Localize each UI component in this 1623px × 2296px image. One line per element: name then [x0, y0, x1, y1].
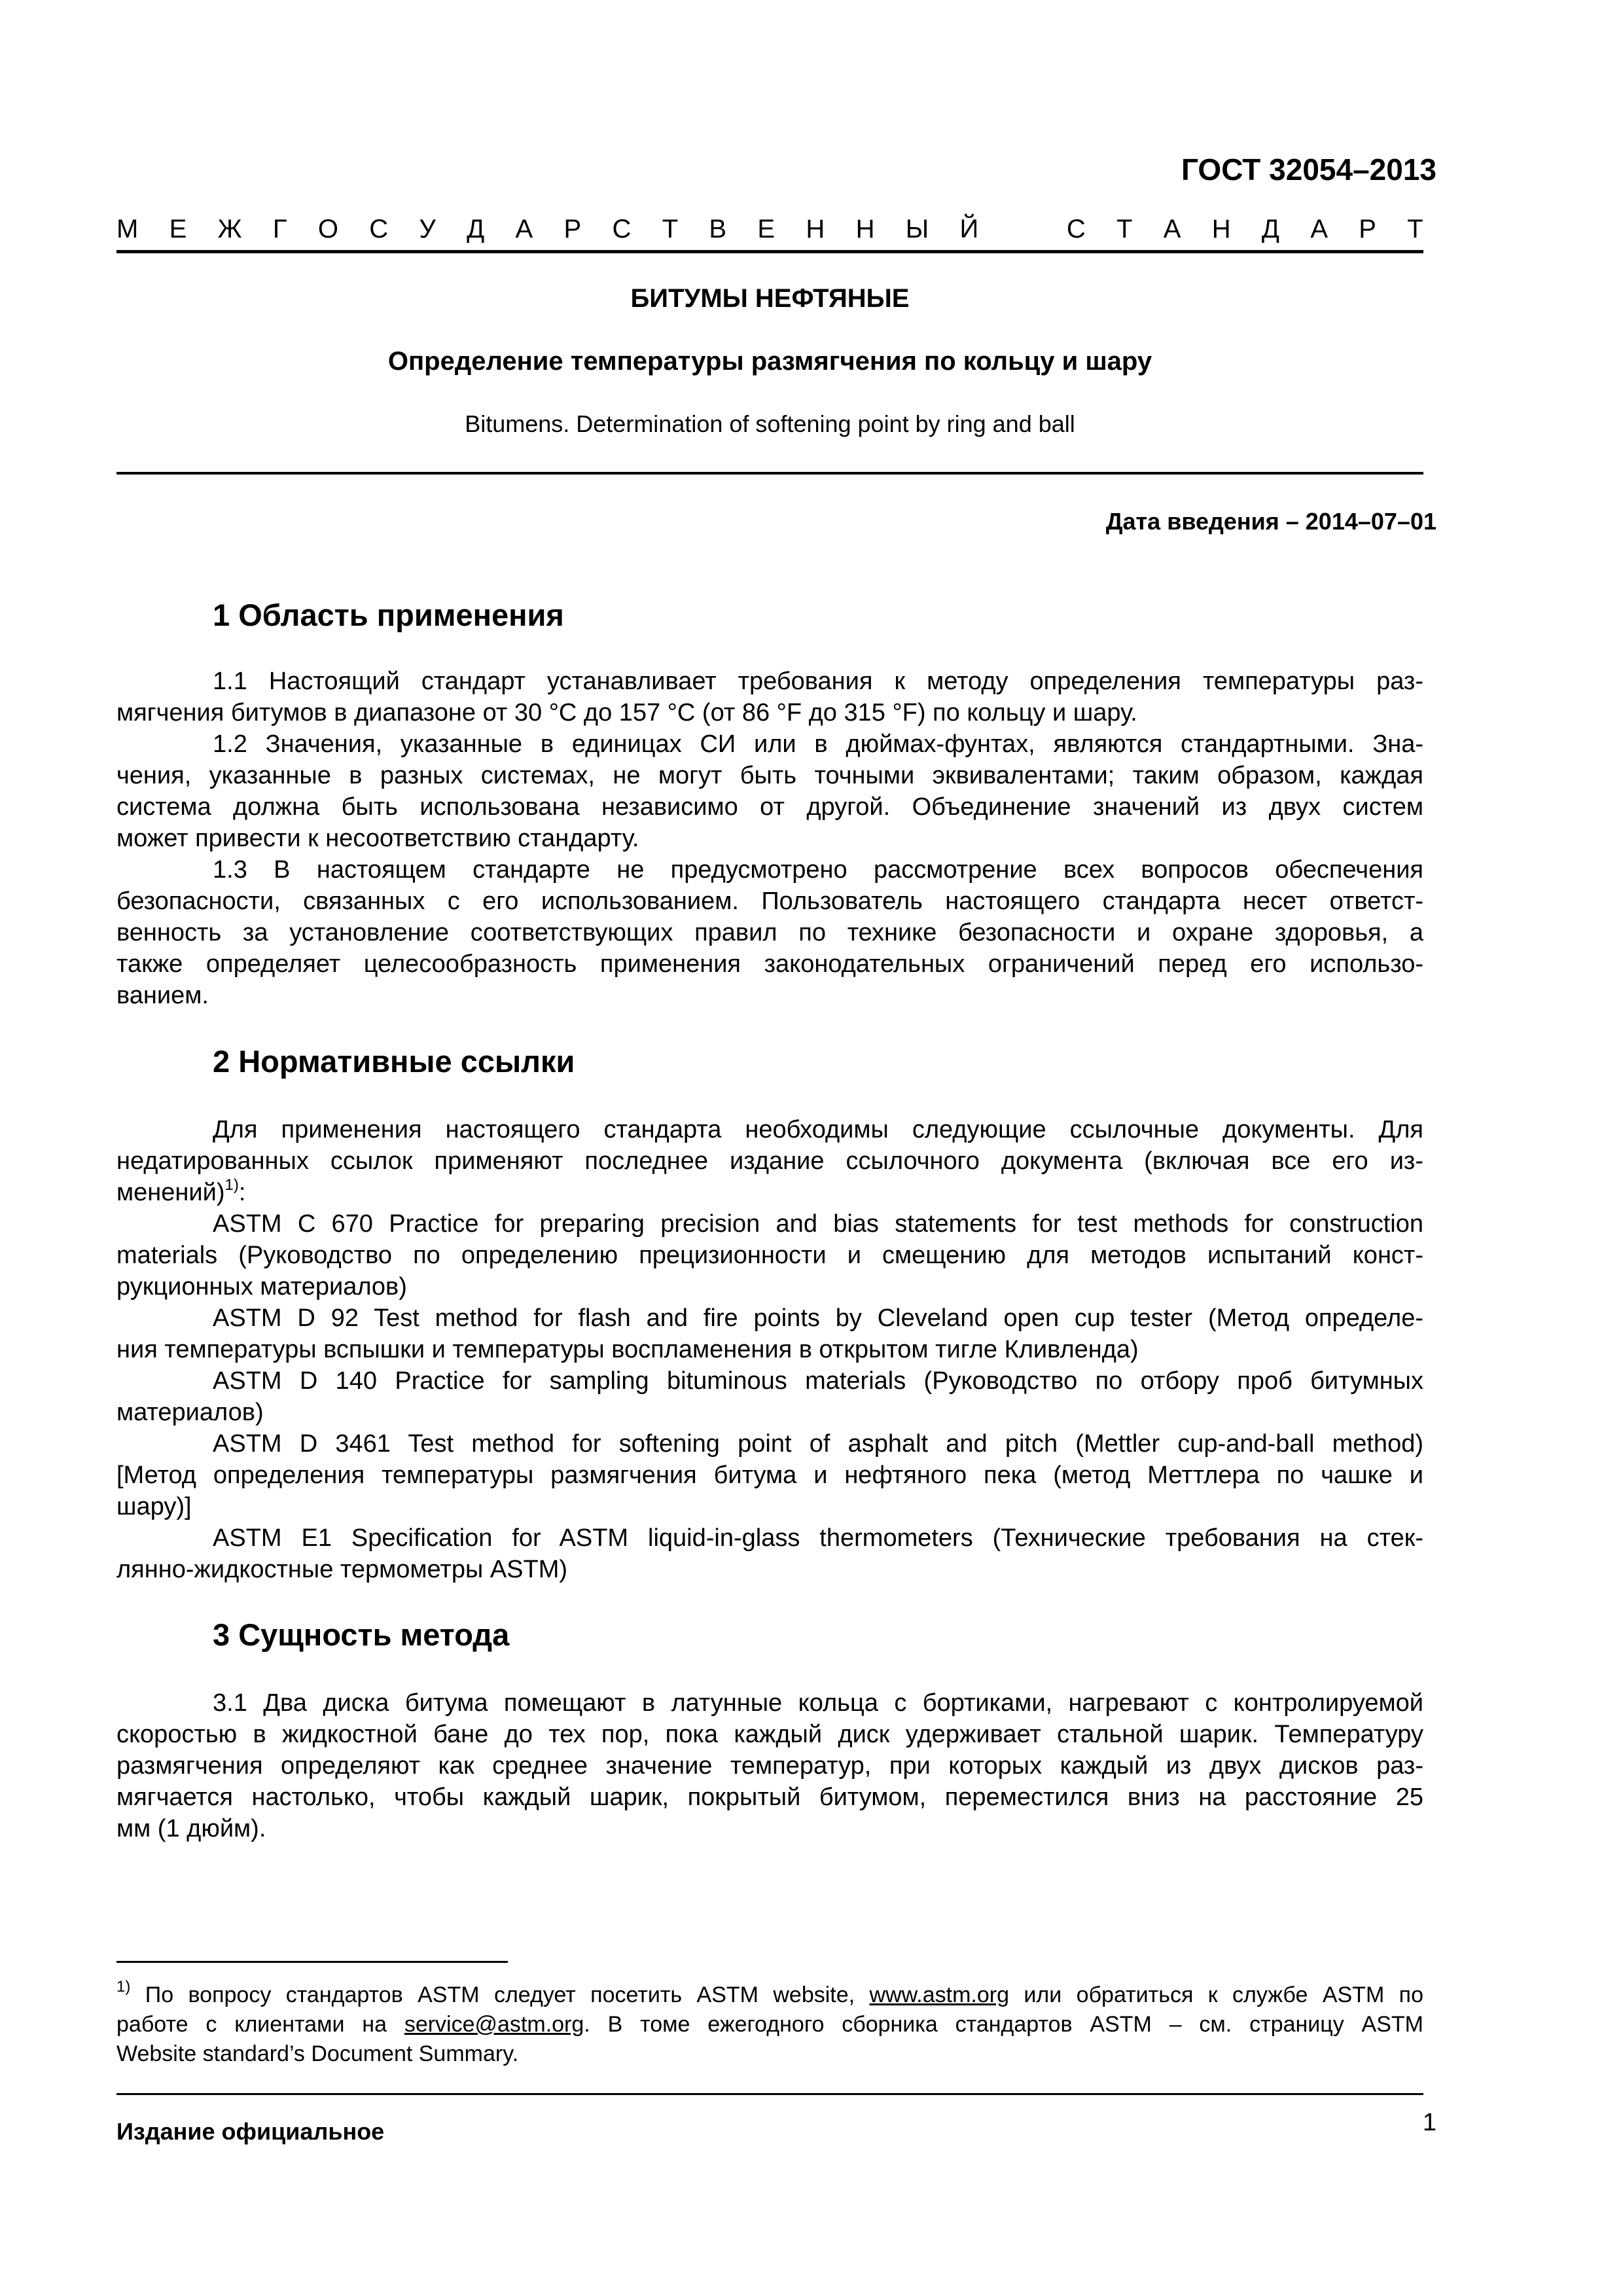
text-line: 3.1 Два диска битума помещают в латунные кольца с бортиками, нагревают с контролируемой: [213, 1689, 1423, 1717]
text-line: 1.2 Значения, указанные в единицах СИ или в дюймах-фунтах, являются стандартными. Зна-: [213, 730, 1423, 758]
reference-line: [Метод определения температуры размягчения битума и нефтяного пека (метод Меттлера по чашке и: [116, 1462, 1423, 1489]
banner-letter: Т: [1116, 215, 1133, 243]
section-body-normative-references: [116, 1114, 1423, 1585]
banner-letter: Е: [169, 215, 187, 243]
reference-line: ASTM E1 Specification for ASTM liquid-in-glass thermometers (Технические требования на стек-: [213, 1524, 1423, 1552]
text-fragment: :: [238, 1179, 246, 1206]
banner-letter: У: [419, 215, 436, 243]
reference-line: ASTM D 3461 Test method for softening point of asphalt and pitch (Mettler cup-and-ball method): [213, 1430, 1423, 1458]
section-heading-method-principle: 3 Сущность метода: [213, 1617, 510, 1652]
section-heading-scope: 1 Область применения: [213, 598, 564, 632]
page-number: 1: [1422, 2109, 1436, 2136]
banner-letter: Р: [563, 215, 582, 243]
banner-letter: Е: [757, 215, 776, 243]
banner-letter: М: [116, 215, 139, 243]
banner-letter: А: [515, 215, 533, 243]
text-line: размягчения определяют как среднее значение температур, при которых каждый из двух дисков раз-: [116, 1752, 1423, 1780]
banner-letter: Т: [1407, 215, 1423, 243]
reference-line: шару)]: [116, 1493, 192, 1520]
text-line: мягчения битумов в диапазоне от 30 °C до 157 °C (от 86 °F до 315 °F) по кольцу и шару.: [116, 699, 1137, 726]
banner-letter: Ж: [217, 215, 242, 243]
footnote-text: или обратиться к службе ASTM по: [1009, 1982, 1423, 2007]
text-line: система должна быть использована независимо от другой. Объединение значений из двух систем: [116, 793, 1423, 821]
footnote-line: Website standard’s Document Summary.: [116, 2041, 519, 2066]
footnote-separator: [116, 1961, 508, 1963]
text-line: ванием.: [116, 982, 209, 1009]
astm-website-link[interactable]: www.astm.org: [869, 1982, 1010, 2007]
astm-service-email-link[interactable]: service@astm.org: [404, 2012, 584, 2037]
text-line: скоростью в жидкостной бане до тех пор, пока каждый диск удерживает стальной шарик. Температуру: [116, 1721, 1423, 1748]
reference-line: ния температуры вспышки и температуры воспламенения в открытом тигле Кливленда): [116, 1336, 1139, 1363]
text-line: чения, указанные в разных системах, не могут быть точными эквивалентами; таким образом, каждая: [116, 762, 1423, 789]
text-fragment: менений): [116, 1179, 225, 1206]
banner-letter: С: [1066, 215, 1086, 243]
footnote-text: . В томе ежегодного сборника стандартов ASTM – см. страницу ASTM: [584, 2012, 1423, 2037]
footnote-text: По вопросу стандартов ASTM следует посетить ASTM website,: [130, 1982, 870, 2007]
banner-letter: Г: [272, 215, 287, 243]
document-title: БИТУМЫ НЕФТЯНЫЕ: [630, 284, 910, 313]
footnote-reference[interactable]: 1): [224, 1176, 239, 1194]
text-line: мм (1 дюйм).: [116, 1815, 266, 1842]
section-body-method-principle: [116, 1687, 1423, 1844]
banner-letter: Ы: [905, 215, 929, 243]
interstate-standard-banner: [116, 215, 1423, 244]
text-line: также определяет целесообразность применения законодательных ограничений перед его использо-: [116, 950, 1423, 978]
banner-letter: А: [1163, 215, 1181, 243]
footnote-line: [116, 1978, 1423, 2010]
title-rule: [116, 472, 1423, 475]
text-line: мягчается настолько, чтобы каждый шарик, покрытый битумом, переместился вниз на расстояние 25: [116, 1784, 1423, 1811]
text-line: 1.3 В настоящем стандарте не предусмотрено рассмотрение всех вопросов обеспечения: [213, 856, 1423, 884]
text-line: может привести к несоответствию стандарту.: [116, 825, 639, 852]
text-line: 1.1 Настоящий стандарт устанавливает требования к методу определения температуры раз-: [213, 668, 1423, 695]
footer-rule: [116, 2093, 1423, 2095]
edition-label: Издание официальное: [116, 2118, 385, 2145]
banner-letter: О: [317, 215, 338, 243]
banner-letter: Т: [662, 215, 679, 243]
banner-letter: С: [612, 215, 632, 243]
footnote-text: работе с клиентами на: [116, 2012, 404, 2037]
banner-letter: Н: [855, 215, 875, 243]
banner-letter: Й: [959, 215, 979, 243]
banner-letter: В: [709, 215, 727, 243]
section-body-scope: [116, 666, 1423, 1011]
reference-line: ASTM C 670 Practice for preparing precision and bias statements for test methods for construction: [213, 1210, 1423, 1238]
introduction-date: Дата введения – 2014–07–01: [1105, 508, 1436, 535]
header-rule: [116, 250, 1423, 253]
document-subtitle: Определение температуры размягчения по кольцу и шару: [387, 347, 1152, 376]
banner-letter: Д: [1261, 215, 1280, 243]
section-heading-normative-references: 2 Нормативные ссылки: [213, 1044, 575, 1079]
footnote-line: [116, 2010, 1423, 2039]
reference-line: ASTM D 92 Test method for flash and fire points by Cleveland open cup tester (Метод определе-: [213, 1304, 1423, 1332]
english-title: Bitumens. Determination of softening point by ring and ball: [465, 410, 1075, 437]
banner-letter: С: [369, 215, 389, 243]
text-line: [116, 1177, 1423, 1208]
reference-line: лянно-жидкостные термометры ASTM): [116, 1556, 568, 1583]
reference-line: материалов): [116, 1399, 264, 1426]
reference-line: materials (Руководство по определению прецизионности и смещению для методов испытаний конст-: [116, 1242, 1423, 1269]
text-line: недатированных ссылок применяют последнее издание ссылочного документа (включая все его из-: [116, 1147, 1423, 1175]
banner-letter: Н: [806, 215, 825, 243]
text-line: безопасности, связанных с его использованием. Пользователь настоящего стандарта несет ответст-: [116, 888, 1423, 915]
footnote: [116, 1978, 1423, 2069]
footnote-mark: 1): [116, 1978, 131, 1996]
text-line: Для применения настоящего стандарта необходимы следующие ссылочные документы. Для: [213, 1116, 1423, 1143]
banner-letter: Д: [467, 215, 485, 243]
document-number: ГОСТ 32054–2013: [1181, 152, 1436, 187]
banner-letter: Н: [1211, 215, 1231, 243]
banner-letter: А: [1310, 215, 1328, 243]
banner-letter: Р: [1359, 215, 1376, 243]
reference-line: рукционных материалов): [116, 1273, 407, 1300]
text-line: венность за установление соответствующих правил по технике безопасности и охране здоровья, а: [116, 919, 1423, 946]
reference-line: ASTM D 140 Practice for sampling bituminous materials (Руководство по отбору проб битумных: [213, 1367, 1423, 1395]
